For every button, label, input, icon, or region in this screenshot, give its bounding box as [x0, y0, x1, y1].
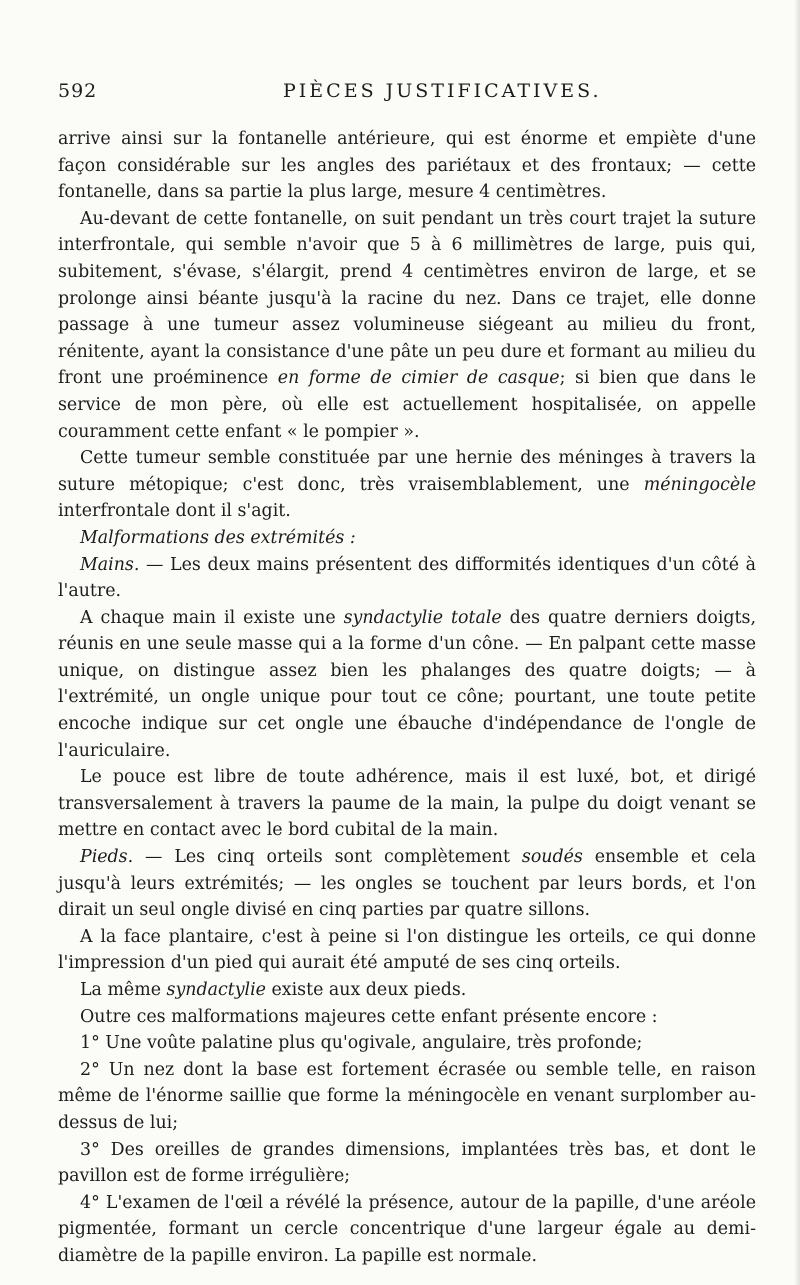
- paragraph: Mains. — Les deux mains présentent des difformités identiques d'un côté à l'autre.: [58, 554, 756, 602]
- paragraph: A chaque main il existe une syndactylie totale des quatre derniers doigts, réunis en une seule masse qui a la forme d'un cône. — En palpant cette masse unique, on distingue assez bien les phalanges des quatre doigts; — à l'extrémité, un ongle unique pour tout ce cône; pourtant, une toute petite encoche indique sur cet ongle une ébauche d'indépendance de l'ongle de l'auriculaire.: [58, 607, 756, 761]
- paragraph: Le pouce est libre de toute adhérence, mais il est luxé, bot, et dirigé transversalement à travers la paume de la main, la pulpe du doigt venant se mettre en contact avec le bord cubital de la main.: [58, 767, 756, 841]
- running-header: [58, 80, 756, 108]
- list-item: 1° Une voûte palatine plus qu'ogivale, angulaire, très profonde;: [80, 1033, 643, 1054]
- paragraph: Au-devant de cette fontanelle, on suit pendant un très court trajet la suture interfrontale, qui semble n'avoir que 5 à 6 millimètres de large, puis qui, subitement, s'évase, s'élargit, prend 4 centimètres environ de large, et se prolonge ainsi béante jusqu'à la racine du nez. Dans ce trajet, elle donne passage à une tumeur assez volumineuse siégeant au milieu du front, rénitente, ayant la consistance d'une pâte un peu dure et formant au milieu du front une proéminence en forme de cimier de casque; si bien que dans le service de mon père, où elle est actuellement hospitalisée, on appelle couramment cette enfant « le pompier ».: [58, 208, 757, 442]
- list-item: 3° Des oreilles de grandes dimensions, implantées très bas, et dont le pavillon est de forme irrégulière;: [58, 1139, 756, 1187]
- paragraph: Pieds. — Les cinq orteils sont complètement soudés ensemble et cela jusqu'à leurs extrémités; — les ongles se touchent par leurs bords, et l'on dirait un seul ongle divisé en cinq parties par quatre sillons.: [58, 847, 756, 921]
- section-heading: Malformations des extrémités :: [80, 527, 356, 548]
- page-number: 592: [58, 80, 98, 102]
- running-title: PIÈCES JUSTIFICATIVES.: [283, 80, 602, 102]
- body-text: [58, 126, 756, 1270]
- paragraph: Outre ces malformations majeures cette enfant présente encore :: [80, 1006, 658, 1027]
- paragraph: La même syndactylie existe aux deux pieds.: [80, 980, 467, 1000]
- paragraph: A la face plantaire, c'est à peine si l'on distingue les orteils, ce qui donne l'impression d'un pied qui aurait été amputé de ses cinq orteils.: [58, 926, 756, 974]
- paragraph: arrive ainsi sur la fontanelle antérieure, qui est énorme et empiète d'une façon considérable sur les angles des pariétaux et des frontaux; — cette fontanelle, dans sa partie la plus large, mesure 4 centimètres.: [58, 129, 756, 203]
- page-edge-shadow: [794, 0, 800, 1285]
- paragraph: Cette tumeur semble constituée par une hernie des méninges à travers la suture métopique; c'est donc, très vraisemblablement, une méningocèle interfrontale dont il s'agit.: [58, 448, 756, 522]
- list-item: 2° Un nez dont la base est fortement écrasée ou semble telle, en raison même de l'énorme saillie que forme la méningocèle en venant surplomber au-dessus de lui;: [58, 1059, 756, 1133]
- list-item: 4° L'examen de l'œil a révélé la présence, autour de la papille, d'une aréole pigmentée, formant un cercle concentrique d'une largeur égale au demi-diamètre de la papille environ. La papille est normale.: [58, 1192, 756, 1266]
